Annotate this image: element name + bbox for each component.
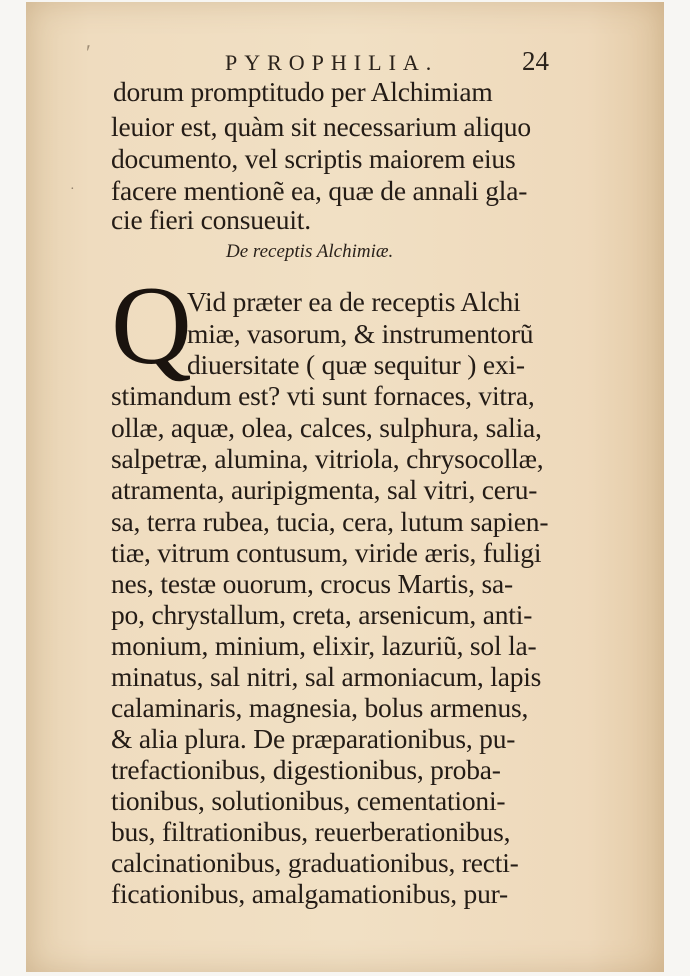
text-line: diuersitate ( quæ sequitur ) exi- [187,349,525,380]
text-line: tionibus, solutionibus, cementationi- [111,785,506,816]
text-line: calcinationibus, graduationibus, recti- [111,847,519,878]
section-heading: De receptis Alchimiæ. [226,241,394,262]
text-line: ollæ, aquæ, olea, calces, sulphura, salia, [111,412,542,443]
text-line: po, chrystallum, creta, arsenicum, anti- [111,599,533,630]
text-line: bus, filtrationibus, reuerberationibus, [111,816,511,847]
drop-cap-initial: Q [111,264,192,388]
text-line: Vid præter ea de receptis Alchi [187,286,521,317]
text-line: trefactionibus, digestionibus, proba- [111,754,501,785]
text-line: cie fieri consueuit. [111,204,311,235]
running-title: PYROPHILIA. [225,50,439,75]
text-line: documento, vel scriptis maiorem eius [111,143,516,174]
text-line: minatus, sal nitri, sal armoniacum, lapis [111,661,542,692]
text-line: atramenta, auripigmenta, sal vitri, ceru- [111,474,538,505]
text-line: salpetræ, alumina, vitriola, chrysocollæ, [111,443,544,474]
text-line: calaminaris, magnesia, bolus armenus, [111,692,529,723]
text-line: dorum promptitudo per Alchimiam [113,76,493,107]
text-line: ficationibus, amalgamationibus, pur- [111,878,509,909]
text-line: monium, minium, elixir, lazuriũ, sol la- [111,630,537,661]
page-number: 24 [522,46,549,76]
text-line: tiæ, vitrum contusum, viride æris, fuligi [111,537,542,568]
ink-dot: · [70,182,75,197]
text-line: leuior est, quàm sit necessarium aliquo [111,111,531,142]
text-line: nes, testæ ouorum, crocus Martis, sa- [111,568,513,599]
ink-mark: ʹ [86,40,91,65]
text-line: & alia plura. De præparationibus, pu- [111,723,516,754]
text-line: facere mentionẽ ea, quæ de annali gla- [111,175,528,206]
text-line: miæ, vasorum, & instrumentorũ [187,318,534,349]
text-line: stimandum est? vti sunt fornaces, vitra, [111,380,535,411]
text-line: sa, terra rubea, tucia, cera, lutum sapien- [111,506,549,537]
